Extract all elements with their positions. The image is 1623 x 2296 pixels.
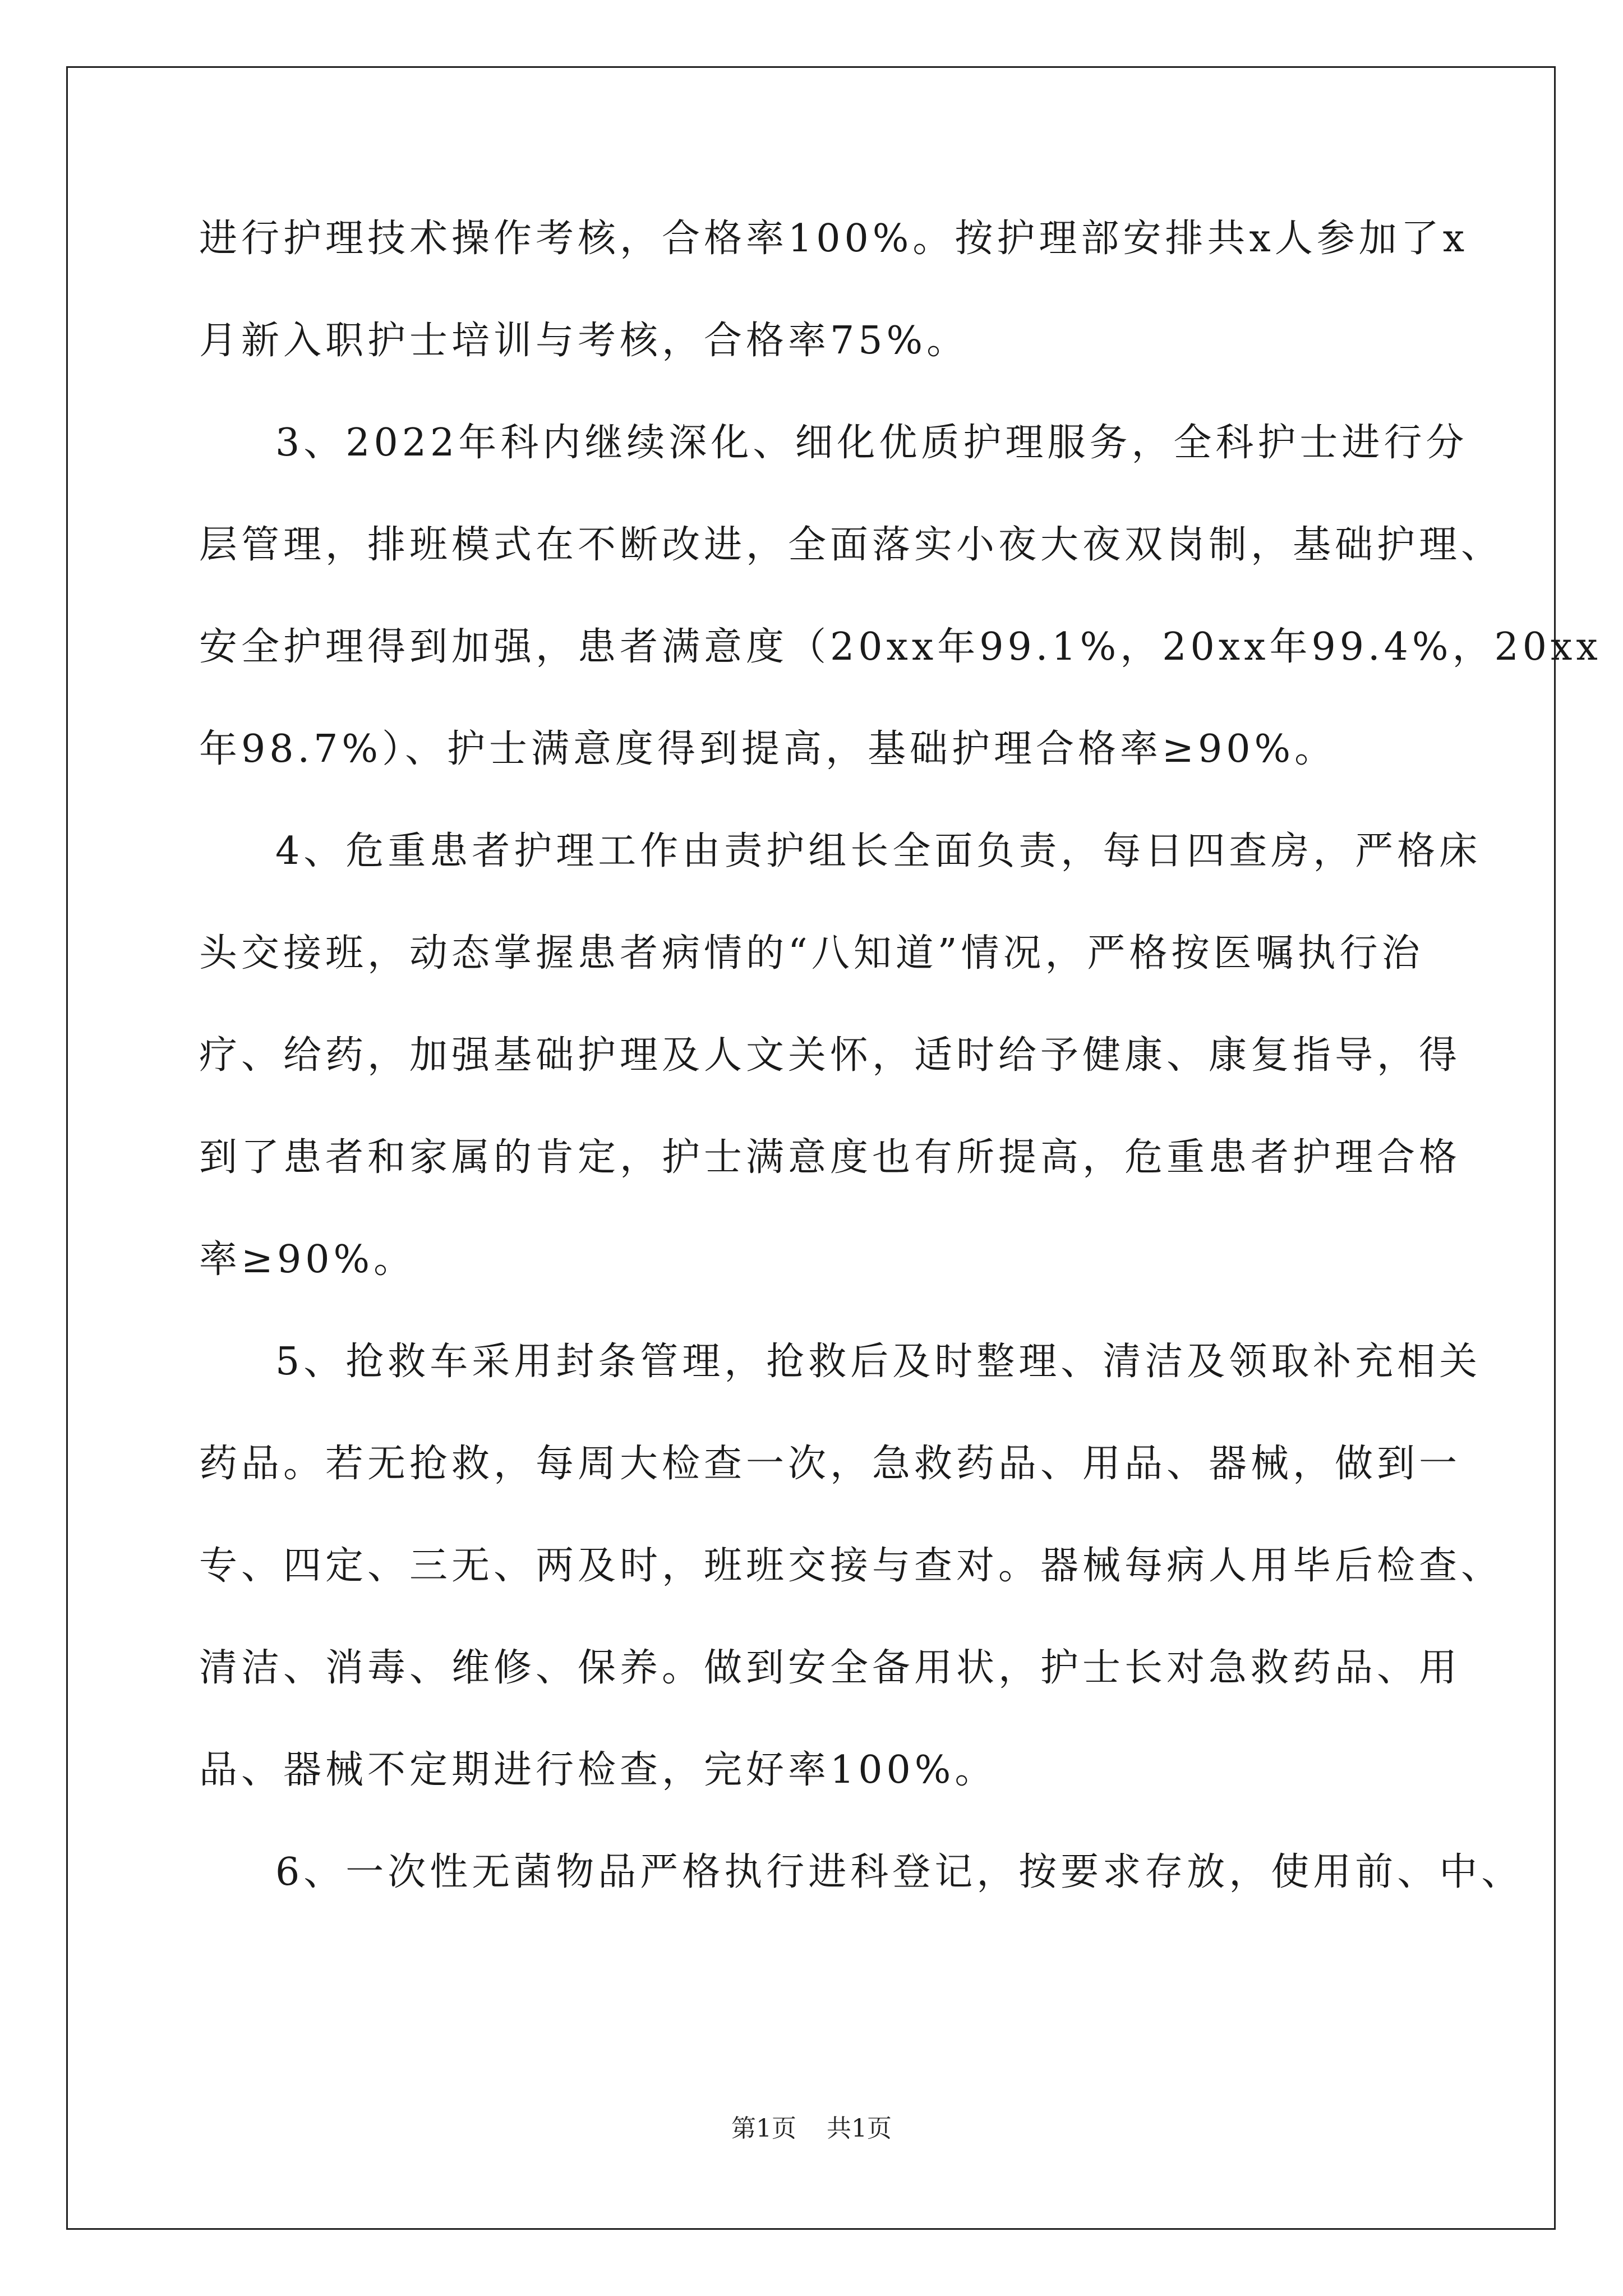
text-line: 头交接班，动态掌握患者病情的“八知道”情况，严格按医嘱执行治 bbox=[199, 931, 1424, 976]
text-line: 安全护理得到加强，患者满意度（20xx年99.1%，20xx年99.4%，20xx bbox=[199, 625, 1602, 669]
text-line: 4、危重患者护理工作由责护组长全面负责，每日四查房，严格床 bbox=[275, 829, 1482, 873]
text-line: 疗、给药，加强基础护理及人文关怀，适时给予健康、康复指导，得 bbox=[199, 1033, 1461, 1078]
text-line: 进行护理技术操作考核，合格率100%。按护理部安排共x人参加了x bbox=[199, 217, 1469, 261]
text-line: 专、四定、三无、两及时，班班交接与查对。器械每病人用毕后检查、 bbox=[199, 1544, 1504, 1588]
text-line: 6、一次性无菌物品严格执行进科登记，按要求存放，使用前、中、 bbox=[275, 1850, 1524, 1894]
page-count: 共1页 bbox=[827, 2114, 892, 2143]
text-line: 到了患者和家属的肯定，护士满意度也有所提高，危重患者护理合格 bbox=[199, 1135, 1461, 1180]
document-body bbox=[199, 217, 1602, 1955]
text-line: 3、2022年科内继续深化、细化优质护理服务，全科护士进行分 bbox=[275, 421, 1468, 465]
text-line: 率≥90%。 bbox=[199, 1237, 416, 1282]
text-line: 清洁、消毒、维修、保养。做到安全备用状，护士长对急救药品、用 bbox=[199, 1646, 1461, 1690]
paragraph bbox=[199, 217, 1469, 424]
text-line: 品、器械不定期进行检查，完好率100%。 bbox=[199, 1748, 997, 1792]
paragraph bbox=[199, 1340, 1504, 1853]
paragraph bbox=[199, 1850, 1524, 1955]
page-number: 第1页 bbox=[731, 2114, 796, 2143]
text-line: 月新入职护士培训与考核，合格率75%。 bbox=[199, 319, 969, 363]
paragraph bbox=[199, 829, 1482, 1343]
text-line: 年98.7%）、护士满意度得到提高，基础护理合格率≥90%。 bbox=[199, 727, 1337, 771]
text-line: 药品。若无抢救，每周大检查一次，急救药品、用品、器械，做到一 bbox=[199, 1442, 1461, 1486]
text-line: 层管理，排班模式在不断改进，全面落实小夜大夜双岗制，基础护理、 bbox=[199, 523, 1504, 567]
text-line: 5、抢救车采用封条管理，抢救后及时整理、清洁及领取补充相关 bbox=[275, 1340, 1482, 1384]
page-footer bbox=[0, 2116, 1623, 2141]
paragraph bbox=[199, 421, 1602, 832]
